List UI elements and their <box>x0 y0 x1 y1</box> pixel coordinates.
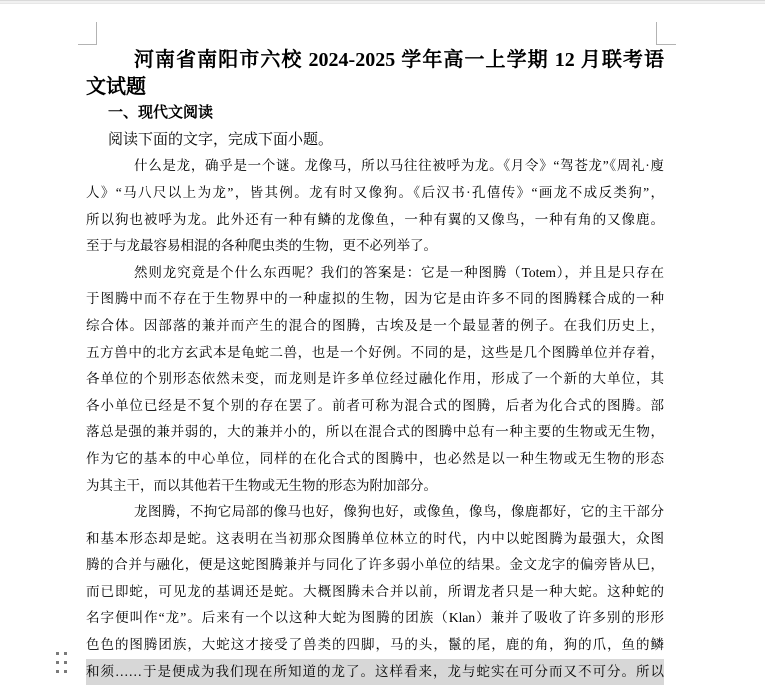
text-line: 一、现代文阅读 <box>108 104 214 122</box>
text-line: 五方兽中的北方玄武本是龟蛇二兽，也是一个好例。不同的是，这些是几个图腾单位并存着， <box>86 344 664 360</box>
selected-text-line: 和须……于是便成为我们现在所知道的龙了。这样看来，龙与蛇实在可分而又不可分。所以 <box>86 659 664 685</box>
text-line: 而已即蛇，可见龙的基调还是蛇。大概图腾未合并以前，所谓龙者只是一种大蛇。这种蛇的 <box>86 583 664 599</box>
text-line: 作为它的基本的中心单位，同样的在化合式的图腾中，也必然是以一种生物或无生物的形态 <box>86 450 664 466</box>
page-top-border <box>0 0 765 4</box>
drag-handle-dot <box>64 652 67 655</box>
text-line: 为其主干，而以其他若干生物或无生物的形态为附加部分。 <box>86 477 437 493</box>
text-line: 至于与龙最容易相混的各种爬虫类的生物，更不必列举了。 <box>86 238 437 254</box>
margin-crop-mark-left-icon <box>78 22 97 45</box>
drag-handle-dot <box>56 670 59 673</box>
text-line: 于图腾中而不存在于生物界中的一种虚拟的生物，因为它是由许多不同的图腾糅合成的一种 <box>86 291 664 307</box>
text-line: 腾的合并与融化，便是这蛇图腾兼并与同化了许多弱小单位的结果。金文龙字的偏旁皆从巳， <box>86 557 664 573</box>
text-line: 各单位的个别形态依然未变，而龙则是许多单位经过融化作用，形成了一个新的大单位，其 <box>86 371 664 387</box>
text-line: 名字便叫作“龙”。后来有一个以这种大蛇为图腾的团族（Klan）兼并了吸收了许多别的形形 <box>86 610 664 626</box>
drag-handle-icon[interactable] <box>56 652 67 677</box>
drag-handle-dot <box>56 661 59 664</box>
text-area <box>86 47 664 685</box>
text-line: 和基本形态却是蛇。这表明在当初那众图腾单位林立的时代，内中以蛇图腾为最强大，众图 <box>86 530 664 546</box>
text-line: 所以狗也被呼为龙。此外还有一种有鳞的龙像鱼，一种有翼的又像鸟，一种有角的又像鹿。 <box>86 211 664 227</box>
text-line: 落总是强的兼并弱的，大的兼并小的，所以在混合式的图腾中总有一种主要的生物或无生物， <box>86 424 664 440</box>
drag-handle-dot <box>64 670 67 673</box>
text-line: 什么是龙，确乎是一个谜。龙像马，所以马往往被呼为龙。《月令》“驾苍龙”《周礼·廋 <box>134 158 664 174</box>
page-title-line: 文试题 <box>86 75 146 98</box>
text-line: 然则龙究竟是个什么东西呢？我们的答案是：它是一种图腾（Totem），并且是只存在 <box>134 264 664 280</box>
text-line: 综合体。因部落的兼并而产生的混合的图腾，古埃及是一个最显著的例子。在我们历史上， <box>86 317 664 333</box>
page-title-line: 河南省南阳市六校 2024-2025 学年高一上学期 12 月联考语 <box>134 49 664 71</box>
margin-crop-mark-right-icon <box>656 22 676 45</box>
text-line: 色色的图腾团族，大蛇这才接受了兽类的四脚，马的头，鬣的尾，鹿的角，狗的爪，鱼的鳞 <box>86 637 664 653</box>
drag-handle-dot <box>64 661 67 664</box>
text-line: 人》“马八尺以上为龙”，皆其例。龙有时又像狗。《后汉书·孔僖传》“画龙不成反类狗”， <box>86 184 664 200</box>
text-line: 阅读下面的文字，完成下面小题。 <box>108 131 334 148</box>
text-line: 龙图腾，不拘它局部的像马也好，像狗也好，或像鱼，像鸟，像鹿都好，它的主干部分 <box>134 504 664 520</box>
drag-handle-dot <box>56 652 59 655</box>
text-line: 各小单位已经是不复个别的存在罢了。前者可称为混合式的图腾，后者为化合式的图腾。部 <box>86 397 664 413</box>
